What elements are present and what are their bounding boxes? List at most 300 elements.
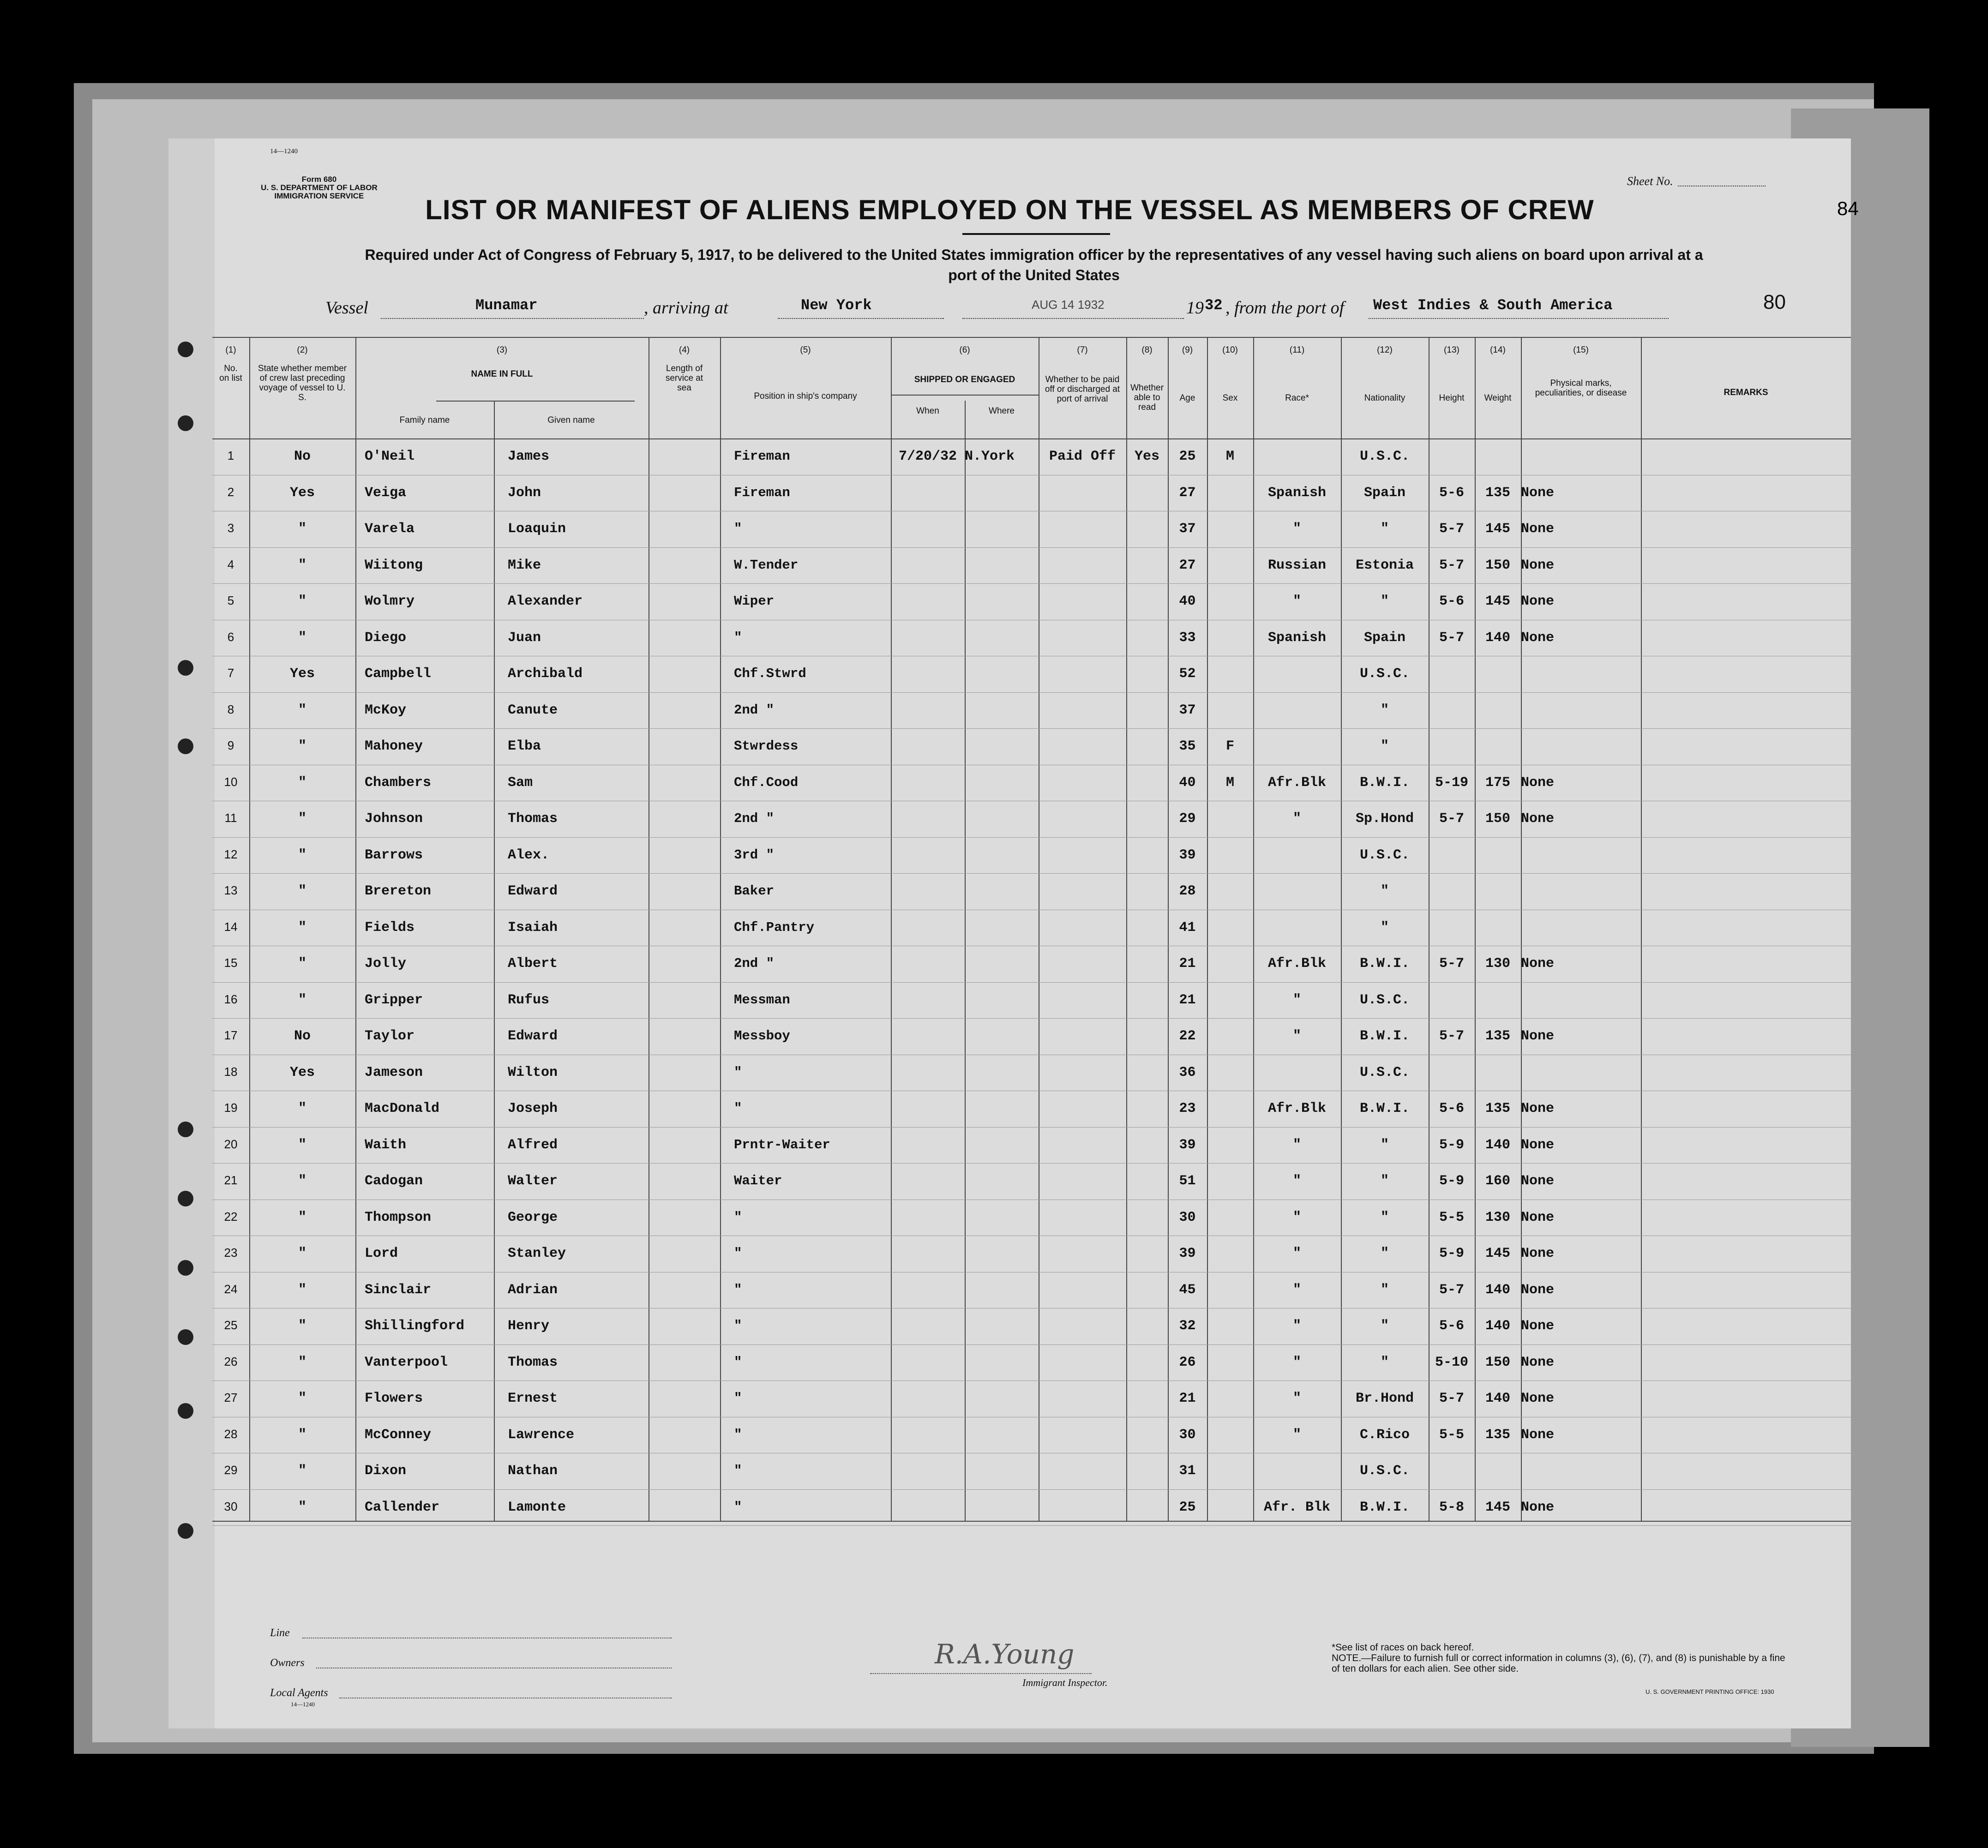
- list-number: 10: [224, 774, 238, 789]
- height: 5-6: [1439, 594, 1464, 609]
- age: 25: [1179, 449, 1196, 464]
- list-number: 24: [224, 1282, 238, 1296]
- punch-hole: [178, 415, 193, 431]
- physical-marks: None: [1521, 774, 1555, 791]
- row-divider: [212, 1489, 1851, 1490]
- race: ": [1292, 1246, 1301, 1261]
- header-list-number: No. on list: [219, 364, 242, 383]
- position: ": [734, 1209, 742, 1225]
- age: 21: [1179, 1391, 1196, 1406]
- position: Wiper: [734, 594, 775, 609]
- nationality: U.S.C.: [1359, 1064, 1410, 1080]
- height: 5-19: [1435, 774, 1468, 791]
- arrival-date-field: [962, 318, 1184, 319]
- age: 52: [1179, 666, 1196, 682]
- previous-voyage: ": [298, 956, 306, 972]
- inspector-label: Immigrant Inspector.: [1022, 1677, 1108, 1688]
- list-number: 25: [224, 1318, 238, 1332]
- list-number: 11: [224, 811, 237, 825]
- list-number: 7: [227, 666, 234, 680]
- footnote-penalty: NOTE.—Failure to furnish full or correct information in columns (3), (6), (7), and (8) is punishable by a fine of ten dollars for each alien. See other side.: [1332, 1653, 1785, 1674]
- weight: 145: [1485, 1499, 1510, 1515]
- given-name: Alfred: [508, 1137, 558, 1153]
- previous-voyage: ": [298, 1427, 306, 1443]
- subtitle-line-2: port of the United States: [948, 267, 1120, 283]
- list-number: 6: [227, 630, 234, 644]
- position: 2nd ": [734, 811, 775, 826]
- age: 39: [1179, 847, 1196, 863]
- list-number: 12: [224, 847, 238, 861]
- weight: 160: [1485, 1173, 1510, 1189]
- from-label: , from the port of: [1225, 298, 1345, 318]
- page-number: 80: [1763, 291, 1786, 313]
- agents-code: 14—1240: [291, 1701, 315, 1708]
- corner-number: 84: [1837, 198, 1859, 219]
- physical-marks: None: [1521, 485, 1555, 501]
- given-name: Ernest: [508, 1391, 558, 1406]
- column-divider: [355, 337, 356, 1521]
- vessel-field: [381, 318, 644, 319]
- race: ": [1292, 1427, 1301, 1443]
- header-able-to-read: Whether able to read: [1130, 383, 1164, 412]
- position: 2nd ": [734, 956, 775, 971]
- punch-hole: [178, 1260, 193, 1276]
- family-name: Barrows: [365, 847, 423, 863]
- punch-hole: [178, 1403, 193, 1419]
- list-number: 16: [224, 992, 238, 1006]
- previous-voyage: ": [298, 1499, 306, 1515]
- header-code: 14—1240: [270, 148, 298, 155]
- header-family-name: Family name: [399, 415, 450, 425]
- age: 36: [1179, 1064, 1196, 1080]
- row-divider: [212, 728, 1851, 729]
- previous-voyage: No: [294, 1028, 311, 1044]
- shipped-where: N.York: [965, 449, 1015, 464]
- shipped-when: 7/20/32: [898, 449, 957, 464]
- footnote-races: *See list of races on back hereof.: [1332, 1642, 1474, 1653]
- header-position: Position in ship's company: [754, 391, 857, 401]
- physical-marks: None: [1521, 1137, 1555, 1153]
- owners-label: Owners: [270, 1657, 305, 1669]
- column-number: (10): [1222, 345, 1238, 355]
- list-number: 26: [224, 1354, 238, 1368]
- given-name: Alex.: [508, 847, 550, 863]
- punch-hole: [178, 342, 193, 357]
- position: ": [734, 1101, 742, 1116]
- punch-hole: [178, 1191, 193, 1206]
- family-name: Varela: [365, 521, 415, 537]
- column-number: (12): [1377, 345, 1393, 355]
- previous-voyage: Yes: [289, 666, 315, 682]
- line-label: Line: [270, 1627, 290, 1639]
- punch-hole: [178, 738, 193, 754]
- height: 5-5: [1439, 1209, 1464, 1225]
- column-number: (7): [1077, 345, 1088, 355]
- position: Baker: [734, 883, 775, 899]
- weight: 145: [1485, 1246, 1510, 1261]
- nationality: U.S.C.: [1359, 847, 1410, 863]
- family-name: Chambers: [365, 774, 432, 791]
- position: Prntr-Waiter: [734, 1137, 830, 1152]
- nationality: ": [1380, 1318, 1389, 1334]
- row-divider: [212, 1127, 1851, 1128]
- nationality: ": [1380, 919, 1389, 936]
- race: ": [1292, 1209, 1301, 1225]
- age: 27: [1179, 485, 1196, 501]
- header-shipped-engaged: SHIPPED OR ENGAGED: [914, 375, 1015, 384]
- given-name: Lamonte: [508, 1499, 566, 1515]
- height: 5-5: [1439, 1427, 1464, 1443]
- weight: 150: [1485, 1354, 1510, 1370]
- column-divider: [1207, 337, 1208, 1521]
- previous-voyage: ": [298, 919, 306, 936]
- family-name: Mahoney: [365, 738, 423, 754]
- age: 40: [1179, 774, 1196, 791]
- previous-voyage: ": [298, 1391, 306, 1406]
- column-number: (8): [1141, 345, 1153, 355]
- age: 37: [1179, 521, 1196, 537]
- header-when: When: [916, 406, 939, 416]
- age: 37: [1179, 702, 1196, 718]
- race: ": [1292, 1137, 1301, 1153]
- height: 5-7: [1439, 956, 1464, 972]
- given-name: Thomas: [508, 811, 558, 827]
- nationality: ": [1380, 521, 1389, 537]
- list-number: 5: [227, 594, 234, 607]
- punch-hole: [178, 1523, 193, 1539]
- family-name: Brereton: [365, 883, 432, 899]
- from-port-field: [1369, 318, 1669, 319]
- previous-voyage: ": [298, 738, 306, 754]
- position: Chf.Cood: [734, 774, 799, 790]
- family-name: MacDonald: [365, 1101, 440, 1116]
- column-divider: [1521, 337, 1522, 1521]
- previous-voyage: Yes: [289, 1064, 315, 1080]
- age: 39: [1179, 1137, 1196, 1153]
- list-number: 15: [224, 956, 238, 970]
- physical-marks: None: [1521, 1173, 1555, 1189]
- nationality: U.S.C.: [1359, 992, 1410, 1008]
- column-number: (15): [1573, 345, 1589, 355]
- weight: 140: [1485, 630, 1510, 646]
- nationality: ": [1380, 1137, 1389, 1153]
- given-name: Sam: [508, 774, 533, 791]
- race: Afr.Blk: [1267, 774, 1327, 791]
- list-number: 18: [224, 1064, 238, 1079]
- physical-marks: None: [1521, 594, 1555, 609]
- position: Stwrdess: [734, 738, 799, 754]
- given-name: Edward: [508, 883, 558, 899]
- column-divider: [494, 401, 495, 1521]
- family-name: Thompson: [365, 1209, 432, 1225]
- age: 25: [1179, 1499, 1196, 1515]
- row-divider: [212, 982, 1851, 983]
- row-divider: [212, 1163, 1851, 1164]
- weight: 135: [1485, 1427, 1510, 1443]
- height: 5-6: [1439, 485, 1464, 501]
- column-number: (14): [1490, 345, 1506, 355]
- header-given-name: Given name: [547, 415, 595, 425]
- column-number: (1): [225, 345, 236, 355]
- race: Afr. Blk: [1263, 1499, 1331, 1515]
- header-nationality: Nationality: [1364, 393, 1405, 403]
- family-name: Flowers: [365, 1391, 423, 1406]
- previous-voyage: Yes: [289, 485, 315, 501]
- agents-label: Local Agents: [270, 1687, 328, 1699]
- age: 26: [1179, 1354, 1196, 1370]
- row-divider: [212, 1380, 1851, 1381]
- list-number: 30: [224, 1499, 238, 1513]
- subtitle-line-1: Required under Act of Congress of February 5, 1917, to be delivered to the United States immigration officer by the representatives of any vessel having such aliens on board upon arrival at a: [365, 246, 1703, 263]
- previous-voyage: ": [298, 521, 306, 537]
- arrival-port-field: [778, 318, 944, 319]
- given-name: Adrian: [508, 1282, 558, 1298]
- age: 40: [1179, 594, 1196, 609]
- header-where: Where: [989, 406, 1015, 416]
- height: 5-6: [1439, 1101, 1464, 1116]
- position: Fireman: [734, 485, 790, 500]
- nationality: U.S.C.: [1359, 1463, 1410, 1479]
- list-number: 19: [224, 1101, 238, 1115]
- physical-marks: None: [1521, 1282, 1555, 1298]
- able-to-read: Yes: [1134, 449, 1159, 464]
- arrival-port: New York: [801, 297, 872, 314]
- list-number: 17: [224, 1028, 238, 1042]
- position: ": [734, 521, 742, 536]
- given-name: Archibald: [508, 666, 583, 682]
- given-name: Henry: [508, 1318, 550, 1334]
- previous-voyage: ": [298, 1282, 306, 1298]
- position: W.Tender: [734, 557, 799, 573]
- family-name: Dixon: [365, 1463, 407, 1479]
- nationality: ": [1380, 1209, 1389, 1225]
- age: 39: [1179, 1246, 1196, 1261]
- position: Messboy: [734, 1028, 790, 1044]
- header-remarks: REMARKS: [1724, 388, 1768, 397]
- arrival-year: 32: [1205, 297, 1223, 314]
- page-title: LIST OR MANIFEST OF ALIENS EMPLOYED ON THE VESSEL AS MEMBERS OF CREW: [425, 194, 1594, 225]
- column-divider: [1126, 337, 1127, 1521]
- list-number: 4: [227, 557, 234, 571]
- column-number: (5): [800, 345, 811, 355]
- position: ": [734, 1391, 742, 1406]
- race: Spanish: [1267, 485, 1327, 501]
- previous-voyage: ": [298, 1463, 306, 1479]
- given-name: Isaiah: [508, 919, 558, 936]
- race: ": [1292, 594, 1301, 609]
- date-stamp: AUG 14 1932: [1032, 298, 1105, 312]
- age: 22: [1179, 1028, 1196, 1044]
- punch-hole: [178, 1329, 193, 1345]
- printer-line: U. S. GOVERNMENT PRINTING OFFICE: 1930: [1646, 1688, 1774, 1695]
- inspector-signature: R.A.Young: [935, 1638, 1075, 1670]
- list-number: 20: [224, 1137, 238, 1151]
- height: 5-7: [1439, 521, 1464, 537]
- previous-voyage: ": [298, 1101, 306, 1116]
- height: 5-7: [1439, 1282, 1464, 1298]
- race: ": [1292, 992, 1301, 1008]
- column-number: (6): [959, 345, 970, 355]
- nationality: ": [1380, 1173, 1389, 1189]
- family-name: McConney: [365, 1427, 432, 1443]
- weight: 175: [1485, 774, 1510, 791]
- family-name: Campbell: [365, 666, 432, 682]
- weight: 135: [1485, 1101, 1510, 1116]
- list-number: 14: [224, 919, 238, 934]
- height: 5-7: [1439, 1391, 1464, 1406]
- physical-marks: None: [1521, 1209, 1555, 1225]
- title-underline: [962, 233, 1110, 235]
- list-number: 2: [227, 485, 234, 499]
- physical-marks: None: [1521, 1101, 1555, 1116]
- family-name: Lord: [365, 1246, 398, 1261]
- column-number: (2): [297, 345, 308, 355]
- nationality: ": [1380, 1282, 1389, 1298]
- given-name: Rufus: [508, 992, 550, 1008]
- position: 3rd ": [734, 847, 775, 863]
- given-name: Thomas: [508, 1354, 558, 1370]
- column-divider: [1475, 337, 1476, 1521]
- age: 30: [1179, 1427, 1196, 1443]
- previous-voyage: No: [294, 449, 311, 464]
- height: 5-9: [1439, 1137, 1464, 1153]
- physical-marks: None: [1521, 1354, 1555, 1370]
- nationality: B.W.I.: [1359, 774, 1410, 791]
- height: 5-7: [1439, 557, 1464, 573]
- header-bottom-rule: [212, 438, 1851, 439]
- nationality: U.S.C.: [1359, 666, 1410, 682]
- race: ": [1292, 1354, 1301, 1370]
- sex: M: [1225, 449, 1234, 464]
- column-number: (4): [679, 345, 690, 355]
- weight: 150: [1485, 557, 1510, 573]
- height: 5-9: [1439, 1246, 1464, 1261]
- manifest-page: [168, 138, 1859, 1728]
- family-name: Wiitong: [365, 557, 423, 573]
- physical-marks: None: [1521, 1028, 1555, 1044]
- previous-voyage: ": [298, 811, 306, 827]
- row-divider: [212, 692, 1851, 693]
- header-weight: Weight: [1484, 393, 1512, 403]
- list-number: 28: [224, 1427, 238, 1441]
- previous-voyage: ": [298, 630, 306, 646]
- position: ": [734, 1318, 742, 1333]
- vessel-label: Vessel: [325, 298, 368, 318]
- family-name: Sinclair: [365, 1282, 432, 1298]
- weight: 150: [1485, 811, 1510, 827]
- race: Afr.Blk: [1267, 956, 1327, 972]
- weight: 140: [1485, 1318, 1510, 1334]
- previous-voyage: ": [298, 1246, 306, 1261]
- age: 28: [1179, 883, 1196, 899]
- given-name: George: [508, 1209, 558, 1225]
- position: ": [734, 1354, 742, 1370]
- position: Messman: [734, 992, 790, 1008]
- race: ": [1292, 811, 1301, 827]
- nationality: B.W.I.: [1359, 956, 1410, 972]
- nationality: B.W.I.: [1359, 1028, 1410, 1044]
- weight: 130: [1485, 956, 1510, 972]
- header-sex: Sex: [1222, 393, 1238, 403]
- arriving-label: , arriving at: [644, 298, 728, 318]
- family-name: Fields: [365, 919, 415, 936]
- header-previous-voyage: State whether member of crew last preceding voyage of vessel to U. S.: [258, 364, 347, 402]
- list-number: 8: [227, 702, 234, 716]
- header-physical-marks: Physical marks, peculiarities, or disease: [1535, 378, 1627, 398]
- physical-marks: None: [1521, 557, 1555, 573]
- given-name: Stanley: [508, 1246, 566, 1261]
- form-number: Form 680: [301, 175, 337, 184]
- paid-off: Paid Off: [1049, 449, 1116, 464]
- given-name: Juan: [508, 630, 541, 646]
- height: 5-7: [1439, 630, 1464, 646]
- position: Chf.Pantry: [734, 919, 815, 935]
- race: ": [1292, 1391, 1301, 1406]
- family-name: O'Neil: [365, 449, 415, 464]
- sheet-no-label: Sheet No.: [1627, 174, 1673, 188]
- column-divider: [965, 401, 966, 1521]
- given-name: Elba: [508, 738, 541, 754]
- previous-voyage: ": [298, 557, 306, 573]
- weight: 135: [1485, 485, 1510, 501]
- age: 31: [1179, 1463, 1196, 1479]
- vessel-name: Munamar: [475, 297, 538, 314]
- position: ": [734, 1282, 742, 1297]
- nationality: C.Rico: [1359, 1427, 1410, 1443]
- form-service: IMMIGRATION SERVICE: [274, 192, 364, 200]
- previous-voyage: ": [298, 702, 306, 718]
- list-number: 9: [227, 738, 234, 752]
- name-subheader-rule: [436, 401, 635, 402]
- age: 21: [1179, 992, 1196, 1008]
- given-name: Wilton: [508, 1064, 558, 1080]
- height: 5-6: [1439, 1318, 1464, 1334]
- page-subtitle: [261, 245, 1807, 285]
- age: 32: [1179, 1318, 1196, 1334]
- shipped-subheader-rule: [891, 395, 1039, 396]
- physical-marks: None: [1521, 1427, 1555, 1443]
- position: Chf.Stwrd: [734, 666, 806, 681]
- position: ": [734, 1463, 742, 1478]
- column-number: (11): [1289, 345, 1305, 355]
- punch-hole: [178, 1122, 193, 1137]
- race: ": [1292, 1282, 1301, 1298]
- physical-marks: None: [1521, 521, 1555, 537]
- column-divider: [1253, 337, 1254, 1521]
- previous-voyage: ": [298, 1209, 306, 1225]
- height: 5-7: [1439, 811, 1464, 827]
- weight: 135: [1485, 1028, 1510, 1044]
- physical-marks: None: [1521, 811, 1555, 827]
- weight: 140: [1485, 1391, 1510, 1406]
- vessel-info: [168, 298, 1851, 325]
- physical-marks: None: [1521, 1499, 1555, 1515]
- family-name: Veiga: [365, 485, 407, 501]
- family-name: Gripper: [365, 992, 423, 1008]
- signature-line: [870, 1673, 1092, 1674]
- given-name: James: [508, 449, 550, 464]
- row-divider: [212, 1018, 1851, 1019]
- given-name: Lawrence: [508, 1427, 575, 1443]
- header-paid-off: Whether to be paid off or discharged at port of arrival: [1045, 375, 1120, 404]
- given-name: Joseph: [508, 1101, 558, 1116]
- given-name: Nathan: [508, 1463, 558, 1479]
- weight: 145: [1485, 521, 1510, 537]
- sex: M: [1225, 774, 1234, 791]
- list-number: 27: [224, 1391, 238, 1404]
- position: Waiter: [734, 1173, 782, 1188]
- physical-marks: None: [1521, 1391, 1555, 1406]
